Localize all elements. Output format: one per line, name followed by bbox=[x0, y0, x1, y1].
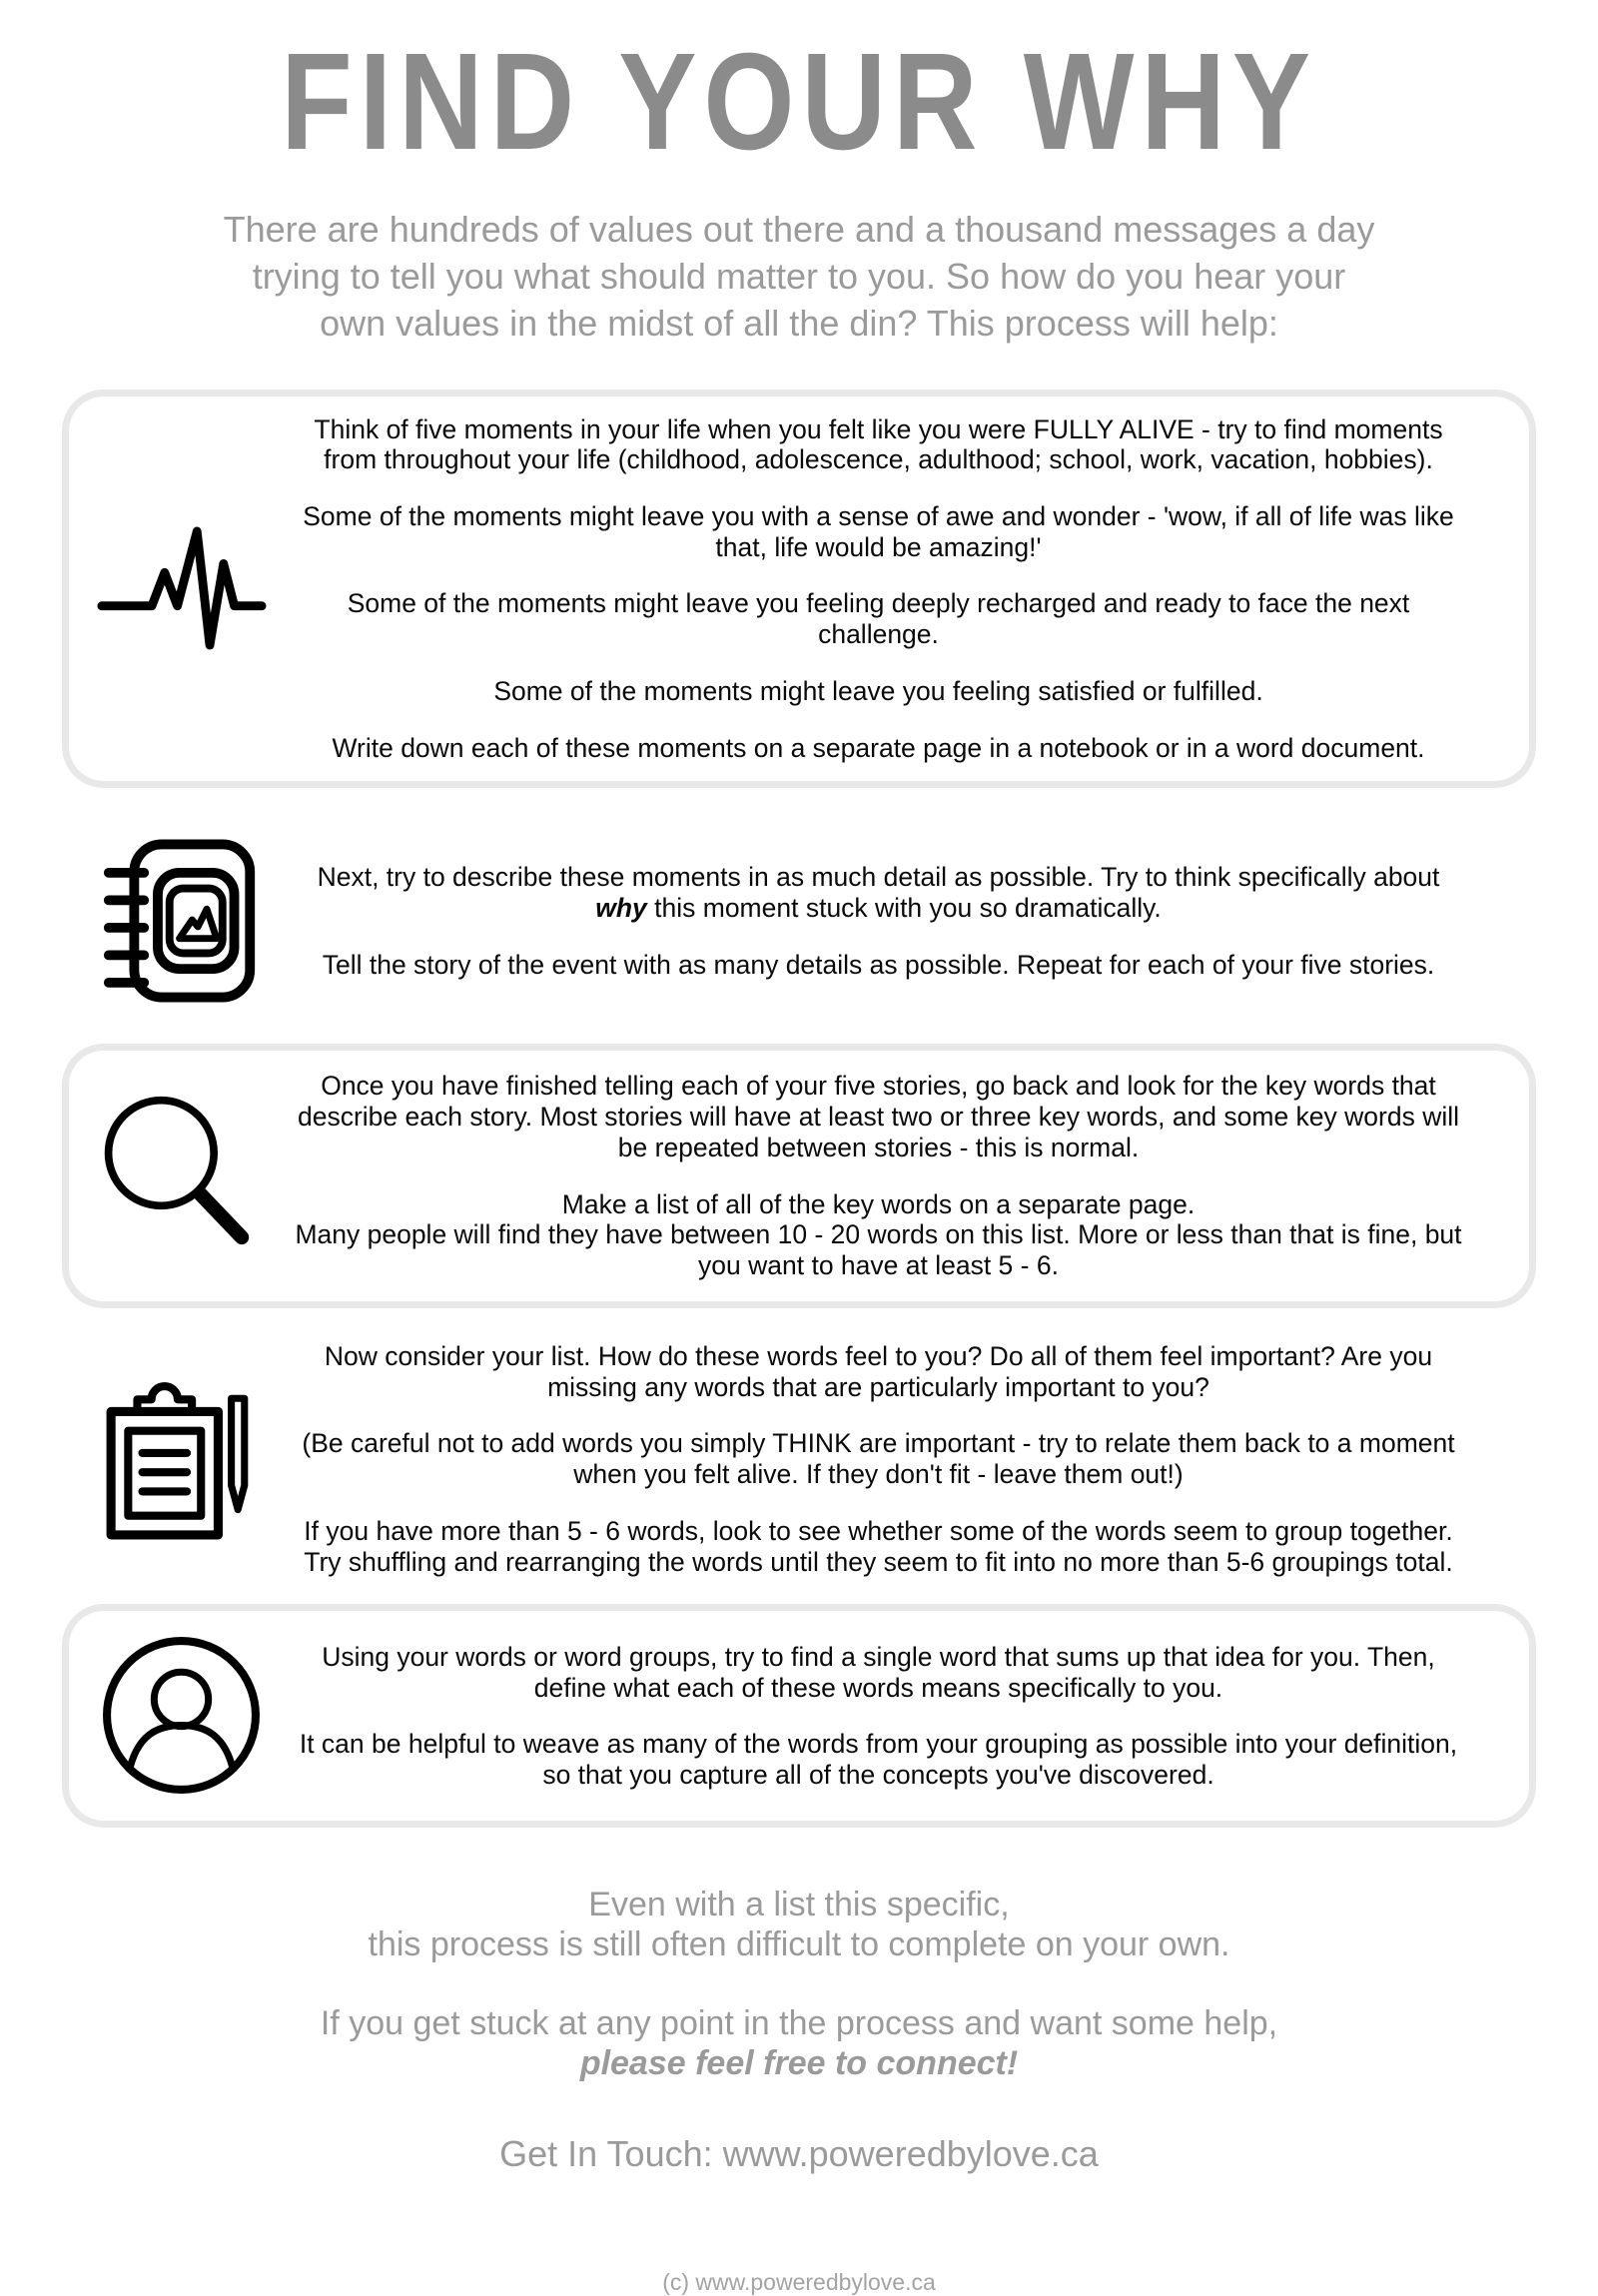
closing-text bbox=[0, 1886, 1598, 2083]
paragraph: If you have more than 5 - 6 words, look to see whether some of the words seem to group together. Try shuffling and rearranging the words until they seem to fit into no more than 5-6 groupings total. bbox=[304, 1515, 1453, 1577]
heartbeat-icon bbox=[69, 514, 294, 662]
person-icon bbox=[69, 1633, 294, 1799]
paragraph: Some of the moments might leave you feeling satisfied or fulfilled. bbox=[493, 675, 1263, 706]
paragraph: Make a list of all of the key words on a separate page. bbox=[561, 1188, 1196, 1219]
closing-line: Even with a list this specific, bbox=[588, 1886, 1010, 1924]
help-line: If you get stuck at any point in the process and want some help, bbox=[320, 2004, 1278, 2043]
magnifier-icon bbox=[69, 1093, 294, 1260]
paragraph: Write down each of these moments on a separate page in a notebook or in a word document. bbox=[332, 732, 1425, 763]
section-text bbox=[294, 862, 1529, 980]
clipboard-icon bbox=[69, 1378, 294, 1540]
paragraph: It can be helpful to weave as many of the words from your grouping as possible into your definition, so that you capture all of the concepts you've discovered. bbox=[299, 1729, 1458, 1790]
section-key-words bbox=[62, 1044, 1536, 1307]
page-title: FIND YOUR WHY bbox=[281, 25, 1317, 179]
paragraph: (Be careful not to add words you simply THINK are important - try to relate them back to a moment when you felt alive. If they don't fit - leave them out!) bbox=[302, 1428, 1455, 1490]
section-text bbox=[294, 1071, 1529, 1280]
paragraph bbox=[294, 862, 1463, 923]
paragraph: Many people will find they have between 10 - 20 words on this list. More or less than that is fine, but you want to have at least 5 - 6. bbox=[295, 1219, 1462, 1281]
contact-line: Get In Touch: www.poweredbylove.ca bbox=[499, 2132, 1099, 2174]
notebook-icon bbox=[69, 837, 294, 1005]
emphasized-word: why bbox=[595, 893, 647, 924]
paragraph: Using your words or word groups, try to find a single word that sums up that idea for you. Then, define what each of these words means specifically to you. bbox=[322, 1641, 1435, 1703]
section-text bbox=[294, 1341, 1529, 1577]
intro-text: There are hundreds of values out there and a thousand messages a day trying to tell you what should matter to you. So how do you hear your own values in the midst of all the din? This process will help: bbox=[223, 209, 1375, 344]
paragraph: Some of the moments might leave you feeling deeply recharged and ready to face the next challenge. bbox=[347, 588, 1410, 650]
paragraph: Tell the story of the event with as many details as possible. Repeat for each of your five stories. bbox=[322, 949, 1435, 980]
section-define-words bbox=[62, 1604, 1536, 1828]
paragraph: Think of five moments in your life when you felt like you were FULLY ALIVE - try to find moments from throughout your life (childhood, adolescence, adulthood; school, work, vacation, hobbies). bbox=[314, 413, 1443, 475]
paragraph: Some of the moments might leave you with a sense of awe and wonder - 'wow, if all of life was like that, life would be amazing!' bbox=[303, 501, 1454, 562]
section-describe-moments bbox=[62, 824, 1536, 1018]
closing-line: this process is still often difficult to complete on your own. bbox=[368, 1924, 1230, 1963]
paragraph: Once you have finished telling each of your five stories, go back and look for the key words that describe each story. Most stories will have at least two or three key words, and some key words will be repeated between stories - this is normal. bbox=[297, 1071, 1460, 1162]
paragraph-text: this moment stuck with you so dramatically. bbox=[646, 893, 1162, 924]
section-text bbox=[294, 1642, 1529, 1791]
connect-line: please feel free to connect! bbox=[579, 2043, 1019, 2082]
paragraph: Now consider your list. How do these words feel to you? Do all of them feel important? Are you missing any words that are particularly important to you? bbox=[324, 1340, 1433, 1402]
section-consider-list bbox=[62, 1328, 1536, 1590]
section-text bbox=[294, 414, 1529, 764]
section-five-moments bbox=[62, 389, 1536, 789]
copyright-line: (c) www.poweredbylove.ca bbox=[662, 2268, 936, 2295]
paragraph-text: Next, try to describe these moments in as much detail as possible. Try to think specifically about bbox=[317, 862, 1440, 893]
